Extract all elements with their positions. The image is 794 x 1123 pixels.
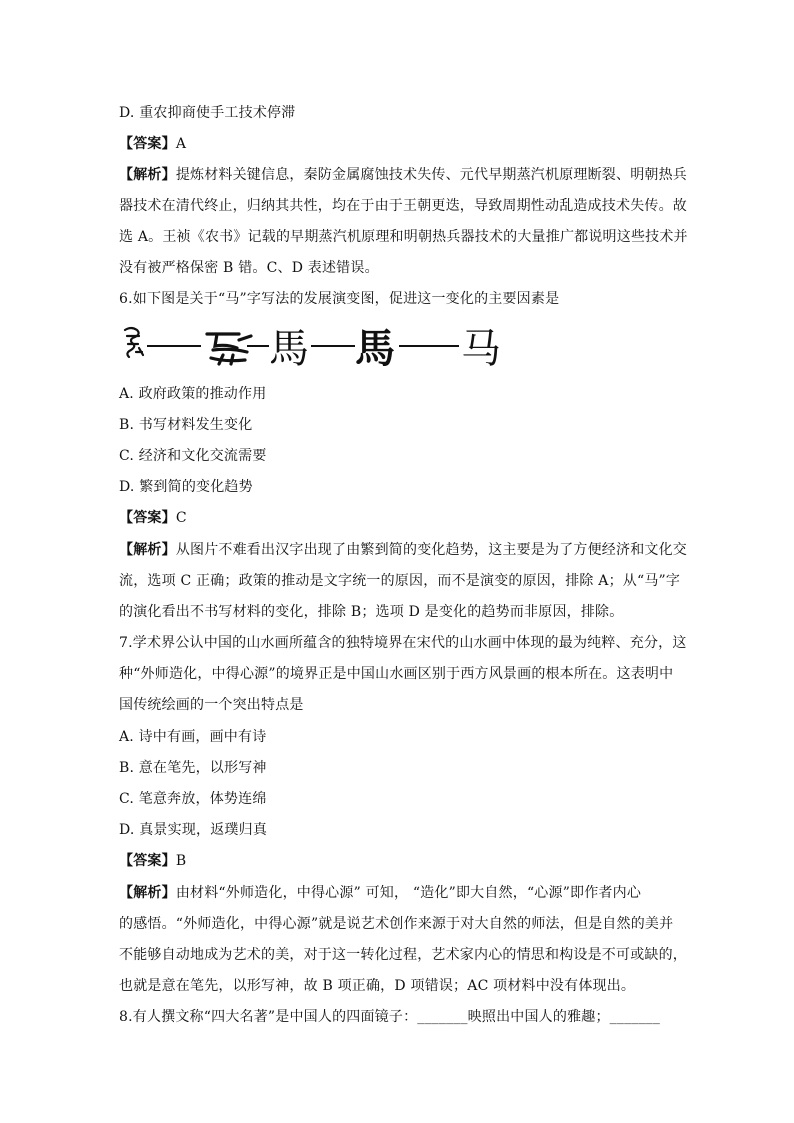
answer-tag: 【答案】 bbox=[119, 853, 176, 869]
answer-value: C bbox=[175, 510, 187, 526]
q6-stem: 6.如下图是关于“马”字写法的发展演变图，促进这一变化的主要因素是 bbox=[119, 291, 560, 307]
analysis-tag: 【解析】 bbox=[119, 542, 176, 558]
q6-analysis-line-1 bbox=[119, 540, 687, 560]
simplified-horse-glyph: 马 bbox=[461, 326, 501, 366]
q6-option-b: B. 书写材料发生变化 bbox=[119, 417, 253, 433]
q7-option-b: B. 意在笔先，以形写神 bbox=[119, 760, 267, 776]
q5-analysis-line-1 bbox=[119, 165, 687, 185]
analysis-text: 提炼材料关键信息，秦防金属腐蚀技术失传、元代早期蒸汽机原理断裂、明朝热兵 bbox=[175, 167, 688, 183]
q5-analysis-line-3: 选 A。王祯《农书》记载的早期蒸汽机原理和明朝热兵器技术的大量推广都说明这些技术并 bbox=[119, 229, 688, 245]
q6-option-a: A. 政府政策的推动作用 bbox=[119, 386, 267, 402]
q5-analysis-line-4: 没有被严格保密 B 错。C、D 表述错误。 bbox=[119, 260, 379, 276]
q7-stem-line-3: 国传统绘画的一个突出特点是 bbox=[119, 697, 304, 713]
q6-analysis-line-2: 流，选项 C 正确；政策的推动是文字统一的原因，而不是演变的原因，排除 A；从“马”字 bbox=[119, 573, 681, 589]
analysis-tag: 【解析】 bbox=[119, 885, 176, 901]
q6-option-d: D. 繁到简的变化趋势 bbox=[119, 479, 253, 495]
q5-analysis-line-2: 器技术在清代终止，归纳其共性，均在于由于王朝更迭，导致周期性动乱造成技术失传。故 bbox=[119, 198, 687, 214]
q7-analysis-line-3: 不能够自动地成为艺术的美，对于这一转化过程，艺术家内心的情思和构设是不可或缺的， bbox=[119, 947, 687, 963]
answer-value: A bbox=[175, 136, 187, 152]
q7-answer bbox=[119, 851, 186, 871]
q7-stem-line-1: 7.学术界公认中国的山水画所蕴含的独特境界在宋代的山水画中体现的最为纯粹、充分，这 bbox=[119, 635, 687, 651]
analysis-tag: 【解析】 bbox=[119, 167, 176, 183]
analysis-text: 从图片不难看出汉字出现了由繁到简的变化趋势，这主要是为了方便经济和文化交 bbox=[175, 542, 688, 558]
q5-option-d: D. 重农抑商使手工技术停滞 bbox=[119, 105, 296, 121]
seal-script-horse-glyph bbox=[207, 334, 251, 364]
answer-tag: 【答案】 bbox=[119, 136, 176, 152]
oracle-bone-horse-glyph bbox=[125, 328, 143, 357]
q6-option-c: C. 经济和文化交流需要 bbox=[119, 448, 267, 464]
q8-stem: 8.有人撰文称“四大名著”是中国人的四面镜子：_______映照出中国人的雅趣；_______ bbox=[119, 1009, 661, 1025]
q6-analysis-line-3: 的演化看出不书写材料的变化，排除 B；选项 D 是变化的趋势而非原因，排除。 bbox=[119, 604, 624, 620]
q7-option-d: D. 真景实现，返璞归真 bbox=[119, 822, 268, 838]
q7-option-c: C. 笔意奔放，体势连绵 bbox=[119, 791, 267, 807]
horse-character-evolution-image bbox=[119, 322, 514, 366]
q7-analysis-line-4: 也就是意在笔先，以形写神，故 B 项正确，D 项错误；AC 项材料中没有体现出。 bbox=[119, 978, 636, 994]
q7-stem-line-2: 种“外师造化，中得心源”的境界正是中国山水画区别于西方风景画的根本所在。这表明中 bbox=[119, 666, 674, 682]
answer-value: B bbox=[175, 853, 187, 869]
clerical-script-horse-glyph: 馬 bbox=[269, 326, 309, 366]
regular-script-horse-glyph: 馬 bbox=[355, 326, 395, 366]
analysis-text: 由材料“外师造化，中得心源” 可知， “造化”即大自然，“心源”即作者内心 bbox=[175, 885, 642, 901]
answer-tag: 【答案】 bbox=[119, 510, 176, 526]
q6-answer bbox=[119, 508, 187, 528]
q7-analysis-line-2: 的感悟。“外师造化，中得心源”就是说艺术创作来源于对大自然的师法，但是自然的美并 bbox=[119, 916, 674, 932]
q7-analysis-line-1 bbox=[119, 883, 641, 903]
q7-option-a: A. 诗中有画，画中有诗 bbox=[119, 729, 267, 745]
q5-answer bbox=[119, 134, 186, 154]
